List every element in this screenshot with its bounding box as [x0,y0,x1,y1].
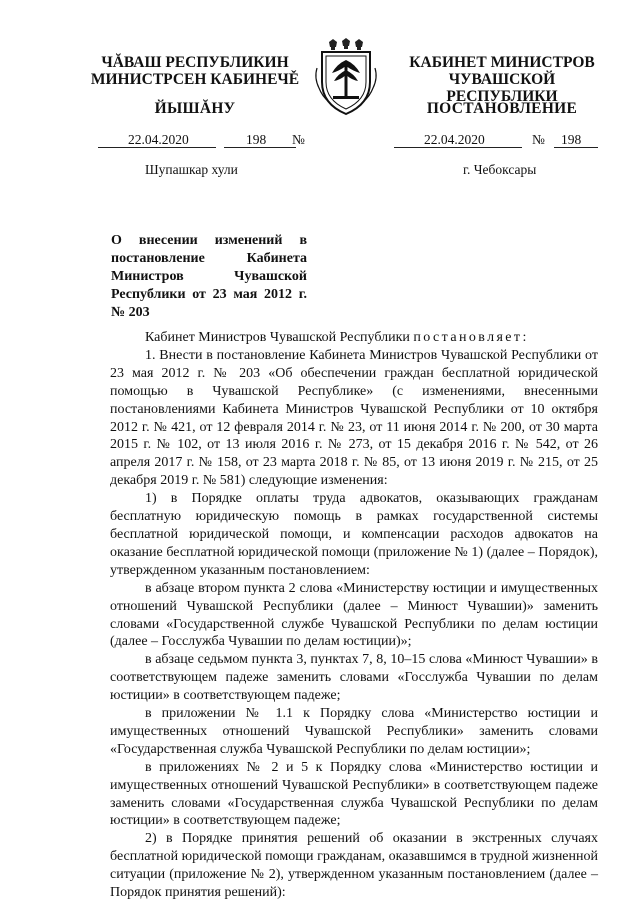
body-paragraph: 1) в Порядке оплаты труда адвокатов, оказывающих гражданам бесплатную юридическую помощь в рамках государственной системы бесплатной юридической помощи, и компенсации расходов адвокатов на оказание бесплатной юридической помощи (приложение № 1) (далее – Порядок), утвержденном указанным постановлением: [110,491,598,578]
date-line-right [394,132,598,150]
body-paragraph: 1. Внести в постановление Кабинета Министров Чувашской Республики от 23 мая 2012 г. № 203 «Об обеспечении граждан бесплатной юридической помощью в Чувашской Республике» (с изменениями, внесенными постановлениями Кабинета Министров Чувашской Республики от 10 октября 2012 г. № 421, от 12 февраля 2014 г. № 23, от 11 июня 2014 г. № 200, от 30 марта 2015 г. № 102, от 13 июля 2016 г. № 273, от 15 декабря 2016 г. № 542, от 26 апреля 2017 г. № 158, от 23 марта 2018 г. № 85, от 13 июня 2019 г. № 215, от 25 декабря 2019 г. № 581) следующие изменения: [110,347,598,489]
date-right: 22.04.2020 [424,132,485,147]
body-paragraph: в приложениях № 2 и 5 к Порядку слова «Министерство юстиции и имущественных отношений Чувашской Республики» в соответствующем падеже заменить словами «Государственная служба Чувашской Республики по делам юстиции» в соответствующем падеже; [110,759,598,829]
number-right: 198 [561,132,582,147]
date-line-left [88,132,320,150]
header-left-title: ЙЫШĂНУ [154,100,236,117]
coat-of-arms-icon [313,38,379,116]
header-left-line2: МИНИСТРСЕН КАБИНЕЧĚ [90,71,300,88]
city-left: Шупашкар хули [145,162,238,177]
body-paragraph: 2) в Порядке принятия решений об оказании в экстренных случаях бесплатной юридической помощи гражданам, оказавшимся в трудной жизненной ситуации (приложение № 2), утвержденном указанным постановлением (далее – Порядок принятия решений): [110,831,598,901]
header-right-line2: ЧУВАШСКОЙ РЕСПУБЛИКИ [446,71,558,105]
number-left: 198 [246,132,267,147]
document-subject: О внесении изменений в постановление Кабинета Министров Чувашской Республики от 23 мая 2012 г. № 203 [111,233,307,320]
number-sign-right: № [532,132,545,147]
header-right-org [392,54,612,105]
body-paragraph: в абзаце седьмом пункта 3, пунктах 7, 8, 10–15 слова «Минюст Чувашии» в соответствующем падеже заменить словами «Госслужба Чувашии по делам юстиции» в соответствующем падеже; [110,652,598,704]
number-sign-left: № [292,132,305,147]
body-paragraph: в абзаце втором пункта 2 слова «Министерству юстиции и имущественных отношений Чувашской Республики (далее – Минюст Чувашии)» заменить словами «Государственной службе Чувашской Республики по делам юстиции (далее – Госслужба Чувашии по делам юстиции)»; [110,580,598,650]
intro-lead: Кабинет Министров Чувашской Республики [145,330,410,345]
header-right-title: ПОСТАНОВЛЕНИЕ [426,100,578,117]
header-right-line1: КАБИНЕТ МИНИСТРОВ [409,54,595,71]
intro-paragraph [110,329,598,347]
body-paragraph: в приложении № 1.1 к Порядку слова «Министерство юстиции и имущественных отношений Чувашской Республики» заменить словами «Государственная служба Чувашской Республики по делам юстиции»; [110,706,598,757]
intro-verb: постановляет: [413,330,529,345]
date-left: 22.04.2020 [128,132,189,147]
header-left-line1: ЧĂВАШ РЕСПУБЛИКИН [101,54,289,71]
document-body [110,329,598,902]
city-right: г. Чебоксары [463,162,537,177]
header-left-org [85,54,305,88]
